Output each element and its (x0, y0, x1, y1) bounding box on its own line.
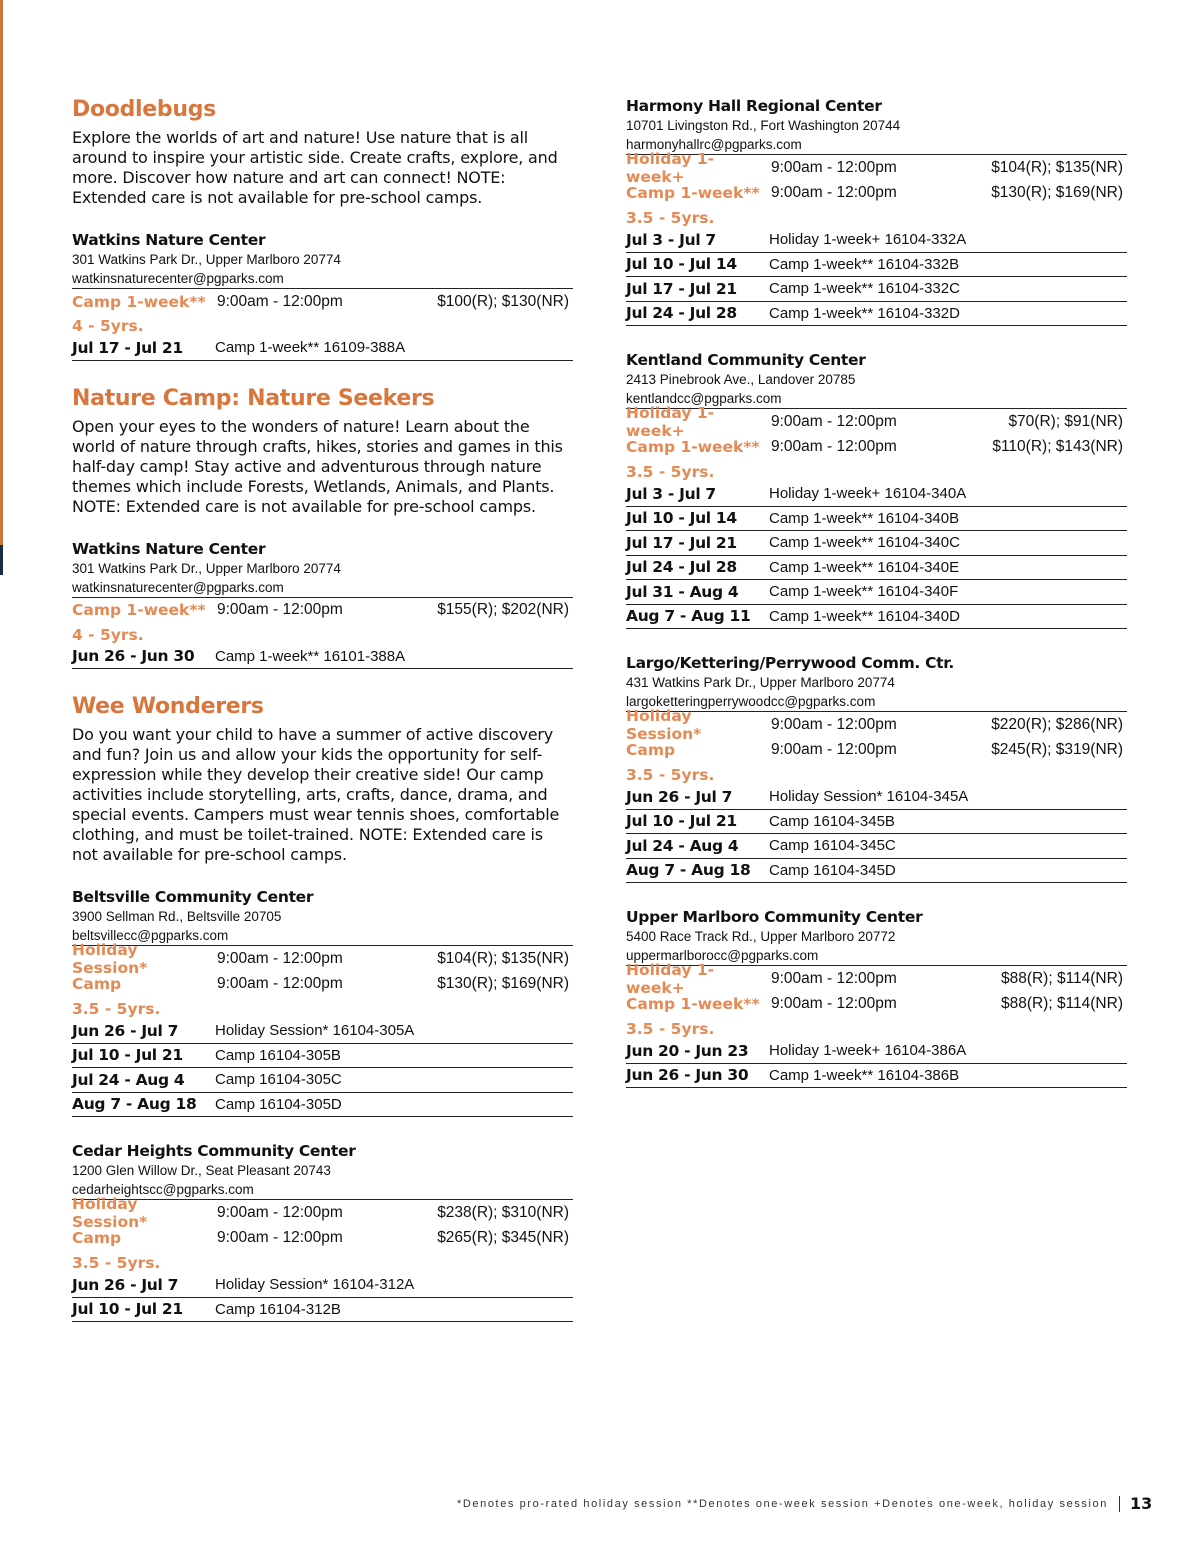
session-row (626, 1064, 1127, 1089)
session-code: Camp 16104-345D (769, 861, 896, 879)
location-name: Beltsville Community Center (72, 888, 314, 906)
session-type-label: Holiday Session* (72, 940, 148, 977)
session-dates: Jul 17 - Jul 21 (72, 338, 183, 357)
location-email: watkinsnaturecenter@pgparks.com (72, 579, 284, 595)
location-block (626, 350, 1127, 629)
session-dates: Jul 24 - Aug 4 (72, 1070, 185, 1089)
location-email: cedarheightscc@pgparks.com (72, 1182, 254, 1197)
session-time: 9:00am - 12:00pm (771, 715, 897, 733)
location-address: 301 Watkins Park Dr., Upper Marlboro 20774 (72, 252, 341, 267)
program-title: Nature Camp: Nature Seekers (72, 385, 435, 411)
session-dates: Jun 26 - Jul 7 (626, 787, 733, 806)
session-row (626, 556, 1127, 581)
location-block (72, 539, 573, 670)
session-dates: Jul 31 - Aug 4 (626, 582, 739, 601)
session-fee: $265(R); $345(NR) (437, 1229, 569, 1246)
session-type-label: Holiday Session* (626, 706, 702, 743)
session-time: 9:00am - 12:00pm (771, 969, 897, 987)
session-time: 9:00am - 12:00pm (771, 438, 897, 455)
session-fee: $155(R); $202(NR) (437, 601, 569, 618)
session-dates: Jul 24 - Jul 28 (626, 558, 737, 577)
location-name: Cedar Heights Community Center (72, 1142, 356, 1160)
age-range: 4 - 5yrs. (72, 625, 144, 644)
age-range: 3.5 - 5yrs. (626, 1020, 715, 1038)
program-description: Open your eyes to the wonders of nature! Learn about the world of nature through crafts, hikes, stories and games in this half-day camp! Stay active and adventurous through nature themes which include Forests, Wetlands, Animals, and Plants. NOTE: Extended care is not available for pre-school camps. (72, 416, 563, 516)
location-block (72, 230, 573, 361)
session-code: Camp 1-week** 16104-386B (769, 1066, 960, 1084)
session-row (72, 1273, 573, 1298)
session-code: Holiday 1-week+ 16104-340A (769, 485, 967, 503)
session-fee: $104(R); $135(NR) (437, 949, 569, 967)
session-type-label: Holiday 1-week+ (626, 403, 715, 440)
session-row (72, 336, 573, 361)
age-range: 3.5 - 5yrs. (626, 766, 715, 784)
session-type-label: Camp (72, 975, 122, 993)
price-row (626, 403, 1127, 440)
session-time: 9:00am - 12:00pm (217, 949, 343, 967)
session-code: Camp 16104-345B (769, 812, 895, 830)
session-code: Camp 1-week** 16104-340B (769, 509, 960, 527)
session-dates: Jun 26 - Jul 7 (72, 1275, 179, 1294)
location-name: Watkins Nature Center (72, 231, 266, 249)
session-row (626, 785, 1127, 810)
session-row (626, 253, 1127, 278)
session-time: 9:00am - 12:00pm (771, 158, 897, 176)
page-edge-accent-bar (0, 0, 3, 545)
session-row (626, 531, 1127, 556)
session-code: Camp 1-week** 16104-340E (769, 558, 960, 576)
page-edge-dark-bar (0, 545, 3, 575)
location-name: Kentland Community Center (626, 351, 866, 369)
session-code: Holiday 1-week+ 16104-332A (769, 231, 967, 249)
session-code: Camp 1-week** 16104-340F (769, 583, 959, 601)
session-row (626, 228, 1127, 253)
price-row (72, 288, 573, 314)
age-range: 4 - 5yrs. (72, 317, 144, 335)
program-description: Explore the worlds of art and nature! Use nature that is all around to inspire your artistic side. Create crafts, explore, and more. Discover how nature and art can connect! NOTE: Extended care is not available for pre-school camps. (72, 128, 558, 207)
right-column (626, 96, 1127, 1112)
price-row (626, 149, 1127, 186)
age-range: 3.5 - 5yrs. (626, 463, 715, 481)
location-name: Harmony Hall Regional Center (626, 97, 882, 115)
age-range: 3.5 - 5yrs. (626, 209, 715, 227)
session-type-label: Camp 1-week** (626, 995, 760, 1013)
location-email: watkinsnaturecenter@pgparks.com (72, 271, 284, 286)
location-name: Largo/Kettering/Perrywood Comm. Ctr. (626, 654, 955, 672)
session-type-label: Camp 1-week** (72, 601, 206, 619)
session-dates: Jul 10 - Jul 21 (72, 1300, 183, 1319)
location-block (72, 1141, 573, 1322)
session-code: Camp 1-week** 16104-332C (769, 280, 960, 298)
session-fee: $238(R); $310(NR) (437, 1203, 569, 1221)
session-dates: Jun 26 - Jul 7 (72, 1021, 179, 1040)
session-row (72, 1093, 573, 1118)
session-row (72, 1068, 573, 1093)
session-fee: $130(R); $169(NR) (437, 975, 569, 992)
session-time: 9:00am - 12:00pm (771, 741, 897, 758)
session-time: 9:00am - 12:00pm (217, 1229, 343, 1246)
program-description: Do you want your child to have a summer of active discovery and fun? Join us and allow your kids the opportunity for self-expression while they develop their creative side! Our camp activities include storytelling, arts, crafts, dance, drama, and special events. Campers must wear tennis shoes, comfortable clothing, and must be toilet-trained. NOTE: Extended care is not available for pre-school camps. (72, 725, 560, 864)
page-footer (0, 1494, 1200, 1516)
program-title: Wee Wonderers (72, 694, 264, 719)
session-code: Camp 16104-305C (215, 1071, 342, 1089)
session-row (626, 834, 1127, 859)
session-code: Camp 1-week** 16104-332D (769, 304, 960, 322)
location-email: beltsvillecc@pgparks.com (72, 928, 229, 943)
session-fee: $130(R); $169(NR) (991, 184, 1123, 201)
location-block (626, 96, 1127, 326)
session-type-label: Holiday 1-week+ (626, 960, 715, 997)
session-row (626, 1039, 1127, 1064)
session-code: Camp 1-week** 16104-340C (769, 534, 960, 552)
session-type-label: Camp (72, 1229, 122, 1247)
location-block (626, 907, 1127, 1088)
location-block (626, 653, 1127, 883)
session-code: Camp 16104-345C (769, 837, 896, 855)
session-time: 9:00am - 12:00pm (771, 184, 897, 201)
session-code: Holiday 1-week+ 16104-386A (769, 1042, 967, 1060)
session-dates: Jul 3 - Jul 7 (626, 230, 716, 249)
location-block (72, 887, 573, 1117)
footer-divider (1119, 1496, 1120, 1512)
session-fee: $104(R); $135(NR) (991, 158, 1123, 176)
session-dates: Jul 24 - Jul 28 (626, 304, 737, 323)
program-title: Doodlebugs (72, 97, 216, 122)
location-address: 2413 Pinebrook Ave., Landover 20785 (626, 372, 856, 387)
session-dates: Jul 24 - Aug 4 (626, 836, 739, 855)
location-name: Watkins Nature Center (72, 539, 266, 558)
session-code: Camp 1-week** 16104-332B (769, 255, 960, 273)
session-row (626, 580, 1127, 605)
program-section (72, 96, 573, 361)
session-type-label: Camp (626, 741, 676, 759)
session-time: 9:00am - 12:00pm (771, 412, 897, 430)
session-time: 9:00am - 12:00pm (217, 1203, 343, 1221)
session-code: Camp 16104-305D (215, 1095, 342, 1113)
session-time: 9:00am - 12:00pm (771, 995, 897, 1012)
session-time: 9:00am - 12:00pm (217, 975, 343, 992)
location-address: 10701 Livingston Rd., Fort Washington 20744 (626, 118, 901, 133)
session-row (626, 507, 1127, 532)
session-dates: Aug 7 - Aug 11 (626, 607, 751, 626)
price-row (72, 597, 573, 623)
left-column (72, 96, 573, 1346)
price-row (72, 971, 573, 997)
session-row (72, 645, 573, 670)
session-row (72, 1044, 573, 1069)
session-fee: $220(R); $286(NR) (991, 715, 1123, 733)
session-time: 9:00am - 12:00pm (217, 601, 343, 618)
age-range: 3.5 - 5yrs. (72, 1000, 161, 1018)
session-fee: $100(R); $130(NR) (437, 292, 569, 310)
price-row (72, 940, 573, 977)
session-code: Camp 1-week** 16109-388A (215, 339, 406, 357)
session-row (626, 482, 1127, 507)
session-fee: $88(R); $114(NR) (1000, 969, 1123, 987)
session-code: Camp 16104-305B (215, 1046, 341, 1064)
session-code: Holiday Session* 16104-312A (215, 1276, 415, 1294)
page-number: 13 (1130, 1494, 1153, 1513)
session-dates: Jun 26 - Jun 30 (626, 1066, 749, 1085)
location-name: Upper Marlboro Community Center (626, 908, 923, 926)
session-dates: Jul 10 - Jul 21 (72, 1046, 183, 1065)
price-row (72, 1225, 573, 1251)
location-email: largoketteringperrywoodcc@pgparks.com (626, 694, 876, 709)
session-row (626, 605, 1127, 630)
session-row (72, 1019, 573, 1044)
session-type-label: Camp 1-week** (626, 184, 760, 202)
price-row (626, 991, 1127, 1017)
location-address: 301 Watkins Park Dr., Upper Marlboro 20774 (72, 560, 341, 576)
session-code: Camp 1-week** 16104-340D (769, 607, 960, 625)
session-dates: Jul 10 - Jul 21 (626, 812, 737, 831)
session-row (626, 277, 1127, 302)
session-dates: Jun 20 - Jun 23 (626, 1041, 749, 1060)
price-row (626, 960, 1127, 997)
price-row (72, 1194, 573, 1231)
program-section (72, 385, 573, 670)
session-code: Camp 1-week** 16101-388A (215, 647, 406, 665)
session-row (626, 810, 1127, 835)
session-dates: Jul 3 - Jul 7 (626, 484, 716, 503)
session-type-label: Holiday 1-week+ (626, 149, 715, 186)
session-row (72, 1298, 573, 1323)
location-address: 3900 Sellman Rd., Beltsville 20705 (72, 909, 282, 924)
session-code: Camp 16104-312B (215, 1300, 341, 1318)
session-dates: Jun 26 - Jun 30 (72, 647, 195, 666)
session-code: Holiday Session* 16104-345A (769, 788, 969, 806)
session-type-label: Camp 1-week** (626, 438, 760, 456)
session-fee: $88(R); $114(NR) (1000, 995, 1123, 1012)
age-range: 3.5 - 5yrs. (72, 1254, 161, 1272)
session-fee: $110(R); $143(NR) (992, 438, 1123, 455)
price-row (626, 434, 1127, 460)
session-time: 9:00am - 12:00pm (217, 292, 343, 310)
price-row (626, 737, 1127, 763)
location-email: harmonyhallrc@pgparks.com (626, 137, 802, 152)
location-address: 431 Watkins Park Dr., Upper Marlboro 20774 (626, 675, 895, 690)
session-row (626, 302, 1127, 327)
location-address: 1200 Glen Willow Dr., Seat Pleasant 20743 (72, 1163, 331, 1178)
location-email: kentlandcc@pgparks.com (626, 391, 782, 406)
session-dates: Aug 7 - Aug 18 (72, 1095, 197, 1114)
session-dates: Aug 7 - Aug 18 (626, 861, 751, 880)
session-type-label: Holiday Session* (72, 1194, 148, 1231)
price-row (626, 180, 1127, 206)
session-dates: Jul 17 - Jul 21 (626, 279, 737, 298)
session-dates: Jul 10 - Jul 14 (626, 509, 737, 528)
session-row (626, 859, 1127, 884)
session-fee: $245(R); $319(NR) (991, 741, 1123, 758)
session-dates: Jul 17 - Jul 21 (626, 533, 737, 552)
session-fee: $70(R); $91(NR) (1008, 412, 1123, 430)
location-email: uppermarlborocc@pgparks.com (626, 948, 819, 963)
session-dates: Jul 10 - Jul 14 (626, 255, 737, 274)
program-section (72, 693, 573, 1322)
price-row (626, 706, 1127, 743)
footnote: *Denotes pro-rated holiday session **Denotes one-week session +Denotes one-week, holiday session (456, 1498, 1108, 1510)
session-code: Holiday Session* 16104-305A (215, 1022, 415, 1040)
session-type-label: Camp 1-week** (72, 292, 206, 311)
location-address: 5400 Race Track Rd., Upper Marlboro 20772 (626, 929, 896, 944)
